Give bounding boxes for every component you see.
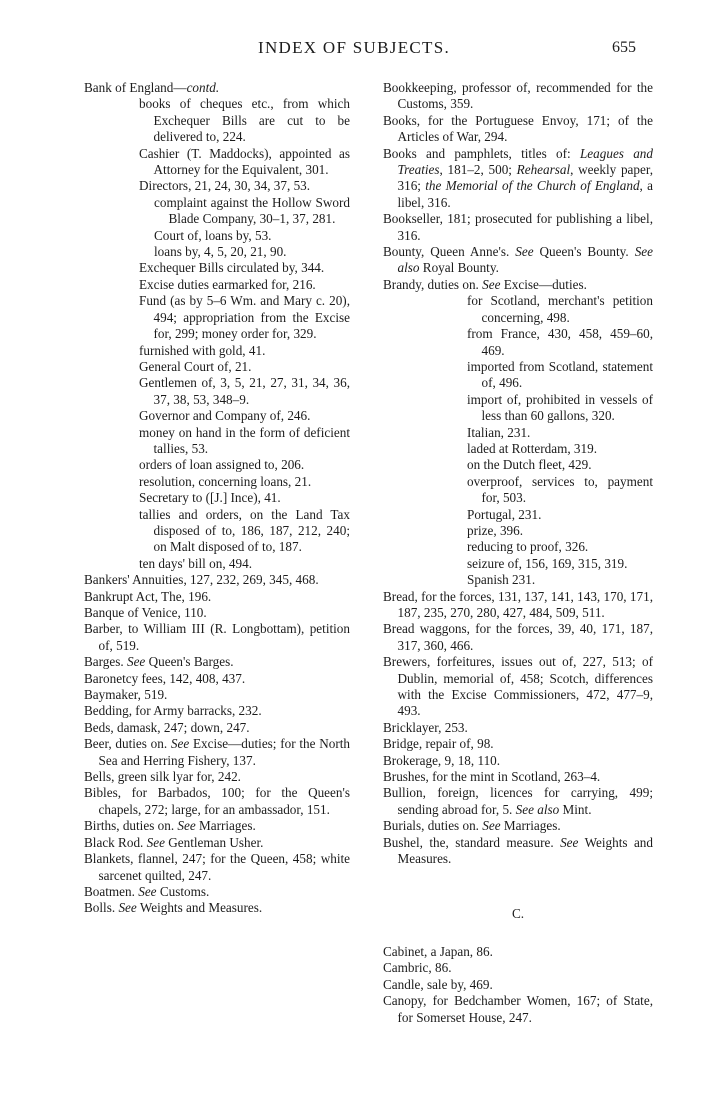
index-entry: Bibles, for Barbados, 100; for the Queen's chapels, 272; large, for an ambassador, 151. [84, 785, 350, 817]
index-subentry: Court of, loans by, 53. [154, 227, 272, 243]
index-entry: Brokerage, 9, 18, 110. [383, 752, 501, 768]
index-subentry: Portugal, 231. [467, 506, 542, 522]
index-subentry: Cashier (T. Maddocks), appointed as Attorney for the Equivalent, 301. [139, 145, 350, 178]
index-entry: Canopy, for Bedchamber Women, 167; of State, for Somerset House, 247. [383, 993, 653, 1025]
index-entry: Boatmen. See Customs. [84, 883, 210, 899]
index-entry: Bankrupt Act, The, 196. [84, 588, 212, 604]
index-subentry: overproof, services to, payment for, 503. [467, 473, 653, 506]
index-entry: Burials, duties on. See Marriages. [383, 818, 561, 834]
index-subentry: Directors, 21, 24, 30, 34, 37, 53. [139, 178, 311, 194]
index-entry: Bushel, the, standard measure. See Weights and Measures. [383, 834, 653, 867]
index-entry: Births, duties on. See Marriages. [84, 818, 256, 834]
index-entry: Bricklayer, 253. [383, 719, 468, 735]
index-subentry: General Court of, 21. [139, 358, 252, 374]
index-column-right [383, 80, 653, 1026]
index-entry: Banque of Venice, 110. [84, 605, 207, 620]
index-entry: Beds, damask, 247; down, 247. [84, 719, 250, 735]
index-entry: Barber, to William III (R. Longbottam), petition of, 519. [84, 621, 350, 653]
index-entry: Bedding, for Army barracks, 232. [84, 703, 262, 719]
index-entry: Cabinet, a Japan, 86. [383, 943, 493, 959]
index-entry: Bread, for the forces, 131, 137, 141, 143, 170, 171, 187, 235, 270, 280, 427, 484, 509, 511. [383, 588, 653, 620]
index-subentry: imported from Scotland, statement of, 496. [467, 358, 653, 391]
index-subentry: prize, 396. [467, 522, 524, 538]
index-entry: Beer, duties on. See Excise—duties; for the North Sea and Herring Fishery, 137. [84, 736, 350, 768]
index-subentry: tallies and orders, on the Land Tax disposed of to, 186, 187, 212, 240; on Malt disposed of to, 187. [139, 506, 350, 555]
index-subentry: loans by, 4, 5, 20, 21, 90. [154, 244, 287, 260]
index-subentry: Italian, 231. [467, 424, 531, 440]
page-number: 655 [612, 39, 636, 56]
index-subentry: laded at Rotterdam, 319. [467, 440, 598, 456]
index-entry: Baronetcy fees, 142, 408, 437. [84, 670, 246, 686]
index-subentry: Exchequer Bills circulated by, 344. [139, 260, 325, 276]
index-subentry: ten days' bill on, 494. [139, 555, 252, 571]
index-entry: Black Rod. See Gentleman Usher. [84, 834, 264, 850]
index-entry: Bookseller, 181; prosecuted for publishing a libel, 316. [383, 211, 653, 243]
index-subentry: Spanish 231. [467, 572, 536, 588]
page-header [0, 40, 722, 64]
index-subentry: Gentlemen of, 3, 5, 21, 27, 31, 34, 36, 37, 38, 53, 348–9. [139, 375, 350, 407]
index-entry: Bread waggons, for the forces, 39, 40, 171, 187, 317, 360, 466. [383, 621, 653, 653]
index-entry: Cambric, 86. [383, 960, 452, 976]
index-subentry: from France, 430, 458, 459–60, 469. [467, 326, 653, 358]
index-entry: Bankers' Annuities, 127, 232, 269, 345, 468. [84, 572, 319, 588]
index-subentry: money on hand in the form of deficient tallies, 53. [139, 424, 350, 456]
section-letter-heading: C. [511, 905, 525, 921]
index-subentry: furnished with gold, 41. [139, 342, 266, 358]
index-entry: Bolls. See Weights and Measures. [84, 900, 263, 916]
running-title: INDEX OF SUBJECTS. [258, 38, 451, 57]
index-subentry: Governor and Company of, 246. [139, 408, 311, 424]
index-entry: Brewers, forfeitures, issues out of, 227, 513; of Dublin, memorial of, 458; Scotch, differences with the Excise Commissioners, 472, 477–9, 493. [383, 654, 653, 719]
index-entry: Bells, green silk lyar for, 242. [84, 769, 241, 785]
index-subentry: resolution, concerning loans, 21. [139, 473, 312, 489]
index-entry: Barges. See Queen's Barges. [84, 654, 234, 670]
index-entry: Brushes, for the mint in Scotland, 263–4. [383, 769, 601, 785]
index-subentry: Excise duties earmarked for, 216. [139, 276, 316, 292]
index-entry: Bookkeeping, professor of, recommended for the Customs, 359. [383, 80, 653, 112]
index-subentry: complaint against the Hollow Sword Blade Company, 30–1, 37, 281. [154, 194, 350, 227]
index-entry: Books, for the Portuguese Envoy, 171; of the Articles of War, 294. [383, 112, 653, 145]
index-column-left [84, 80, 350, 917]
index-subentry: reducing to proof, 326. [467, 539, 589, 555]
index-entry: Bank of England—contd. [84, 80, 220, 95]
index-subentry: Fund (as by 5–6 Wm. and Mary c. 20), 494; appropriation from the Excise for, 299; money order for, 329. [139, 293, 350, 342]
index-subentry: books of cheques etc., from which Exchequer Bills are cut to be delivered to, 224. [139, 96, 350, 145]
index-entry: Bridge, repair of, 98. [383, 736, 494, 752]
index-subentry: Secretary to ([J.] Ince), 41. [139, 490, 281, 506]
index-subentry: orders of loan assigned to, 206. [139, 457, 305, 473]
index-entry: Books and pamphlets, titles of: Leagues and Treaties, 181–2, 500; Rehearsal, weekly paper, 316; the Memorial of the Church of England, a libel, 316. [383, 145, 654, 210]
index-subentry: for Scotland, merchant's petition concerning, 498. [467, 293, 653, 325]
index-subentry: import of, prohibited in vessels of less than 60 gallons, 320. [467, 391, 653, 424]
index-entry: Bullion, foreign, licences for carrying, 499; sending abroad for, 5. See also Mint. [383, 785, 653, 817]
index-entry: Baymaker, 519. [84, 687, 168, 703]
index-entry: Candle, sale by, 469. [383, 976, 493, 992]
index-entry: Brandy, duties on. See Excise—duties. [383, 276, 587, 292]
index-entry: Blankets, flannel, 247; for the Queen, 458; white sarcenet quilted, 247. [84, 851, 350, 883]
index-subentry: on the Dutch fleet, 429. [467, 457, 592, 473]
index-subentry: seizure of, 156, 169, 315, 319. [467, 555, 628, 571]
index-entry: Bounty, Queen Anne's. See Queen's Bounty. See also Royal Bounty. [383, 244, 653, 276]
